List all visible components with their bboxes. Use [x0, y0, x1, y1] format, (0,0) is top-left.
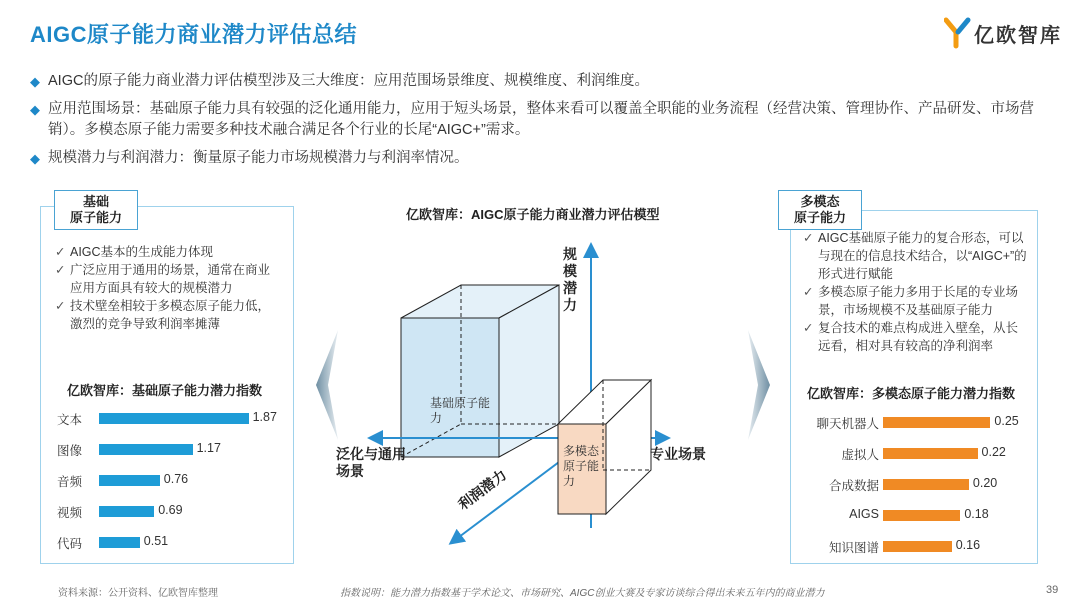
page-number: 39	[1046, 584, 1059, 596]
bar	[883, 510, 960, 521]
check-item	[803, 229, 1027, 283]
evaluation-model-diagram	[345, 228, 705, 558]
basic-index-chart	[41, 403, 293, 559]
check-icon: ✓	[803, 231, 814, 245]
check-item	[55, 297, 281, 333]
bar	[99, 506, 154, 517]
bar-category-label: 文本	[57, 413, 83, 427]
label-line: 原子能力	[69, 210, 122, 225]
index-note: 指数说明：能力潜力指数基于学术论文、市场研究、AIGC创业大赛及专家访谈综合得出未来五年内的商业潜力	[340, 588, 825, 599]
bullet-item	[30, 71, 1060, 92]
bar-category-label: 虚拟人	[841, 448, 879, 462]
model-title: 亿欧智库：AIGC原子能力商业潜力评估模型	[406, 207, 660, 222]
check-item	[803, 319, 1027, 355]
basic-ability-label	[54, 190, 138, 230]
bullet-item	[30, 148, 1060, 169]
bar-value-label: 1.17	[196, 441, 221, 455]
diamond-icon: ◆	[30, 102, 40, 117]
axis-label-profit: 利润潜力	[455, 466, 510, 513]
multimodal-index-title: 亿欧智库：多模态原子能力潜力指数	[807, 386, 1016, 401]
bar-value-label: 0.16	[955, 538, 981, 552]
bar-value-label: 0.51	[143, 534, 169, 548]
label-line: 原子能力	[793, 210, 846, 225]
diamond-icon: ◆	[30, 151, 40, 166]
source-note: 资料来源：公开资料、亿欧智库整理	[58, 588, 218, 599]
bar-category-label: 知识图谱	[828, 541, 879, 555]
chevron-right-icon[interactable]	[746, 330, 772, 440]
check-text: 多模态原子能力多用于长尾的专业场景，市场规模不及基础原子能力	[818, 285, 1019, 317]
diamond-icon: ◆	[30, 74, 40, 89]
bar	[883, 541, 952, 552]
check-icon: ✓	[55, 299, 66, 313]
bar	[99, 537, 140, 548]
bar	[883, 479, 969, 490]
bar-value-label: 0.22	[981, 445, 1006, 459]
logo-text: 亿欧智库	[974, 25, 1062, 47]
bullet-text: 规模潜力与利润潜力：衡量原子能力市场规模潜力与利润率情况。	[48, 150, 469, 166]
bullet-text: 应用范围场景：基础原子能力具有较强的泛化通用能力，应用于短头场景，整体来看可以覆盖全职能的业务流程（经营决策、管理协作、产品研发、市场营销）。多模态原子能力需要多种技术融合满足各个行业的长尾“AIGC+”需求。	[48, 101, 1034, 138]
multimodal-ability-checklist	[803, 229, 1027, 355]
cube-label-multi: 多模态原子能力	[563, 444, 600, 488]
multimodal-ability-label	[778, 190, 862, 230]
check-icon: ✓	[803, 321, 814, 335]
bar	[99, 413, 249, 424]
bullet-item	[30, 99, 1060, 141]
check-icon: ✓	[55, 245, 66, 259]
check-text: 复合技术的难点构成进入壁垒，从长远看，相对具有较高的净利润率	[818, 321, 1019, 353]
bar-category-label: 聊天机器人	[816, 417, 879, 431]
chevron-left-icon[interactable]	[314, 330, 340, 440]
check-icon: ✓	[55, 263, 66, 277]
basic-ability-panel	[40, 206, 294, 564]
brand-logo	[944, 16, 1064, 50]
bar	[883, 417, 990, 428]
axis-label-scale: 规模潜力	[563, 246, 577, 313]
bar	[99, 475, 160, 486]
cube-label-basic: 基础原子能力	[430, 396, 491, 425]
label-line: 基础	[82, 194, 109, 209]
check-item	[803, 283, 1027, 319]
basic-ability-checklist	[55, 243, 281, 333]
bar-value-label: 0.20	[972, 476, 998, 490]
check-text: 技术壁垒相较于多模态原子能力低，激烈的竞争导致利润率摊薄	[70, 299, 271, 331]
bar-category-label: 代码	[57, 537, 83, 551]
bar-category-label: 视频	[57, 506, 83, 520]
check-item	[55, 243, 281, 261]
bar	[883, 448, 978, 459]
bullet-text: AIGC的原子能力商业潜力评估模型涉及三大维度：应用范围场景维度、规模维度、利润维度。	[48, 73, 649, 89]
check-text: AIGC基本的生成能力体现	[70, 245, 214, 259]
axis-label-pro: 专业场景	[650, 446, 706, 462]
bar-value-label: 1.87	[252, 410, 277, 424]
check-icon: ✓	[803, 285, 814, 299]
axis-label-general: 泛化与通用场景	[336, 446, 406, 479]
basic-ability-cube	[401, 285, 559, 457]
bar-value-label: 0.76	[163, 472, 189, 486]
bar-category-label: AIGS	[849, 507, 879, 521]
summary-bullets	[30, 71, 1060, 176]
multimodal-ability-panel	[790, 210, 1038, 564]
bar-value-label: 0.18	[964, 507, 989, 521]
basic-index-title: 亿欧智库：基础原子能力潜力指数	[67, 383, 263, 398]
logo-mark-icon	[944, 16, 972, 50]
bar-category-label: 音频	[57, 475, 83, 489]
bar-category-label: 合成数据	[828, 479, 879, 493]
label-line: 多模态	[800, 194, 840, 209]
check-item	[55, 261, 281, 297]
check-text: AIGC基础原子能力的复合形态，可以与现在的信息技术结合，以“AIGC+”的形式进行赋能	[818, 231, 1027, 281]
check-text: 广泛应用于通用的场景，通常在商业应用方面具有较大的规模潜力	[70, 263, 271, 295]
bar	[99, 444, 193, 455]
multimodal-index-chart	[791, 407, 1037, 559]
bar-value-label: 0.25	[994, 414, 1019, 428]
bar-category-label: 图像	[57, 444, 83, 458]
page-title: AIGC原子能力商业潜力评估总结	[30, 22, 358, 47]
bar-value-label: 0.69	[158, 503, 183, 517]
